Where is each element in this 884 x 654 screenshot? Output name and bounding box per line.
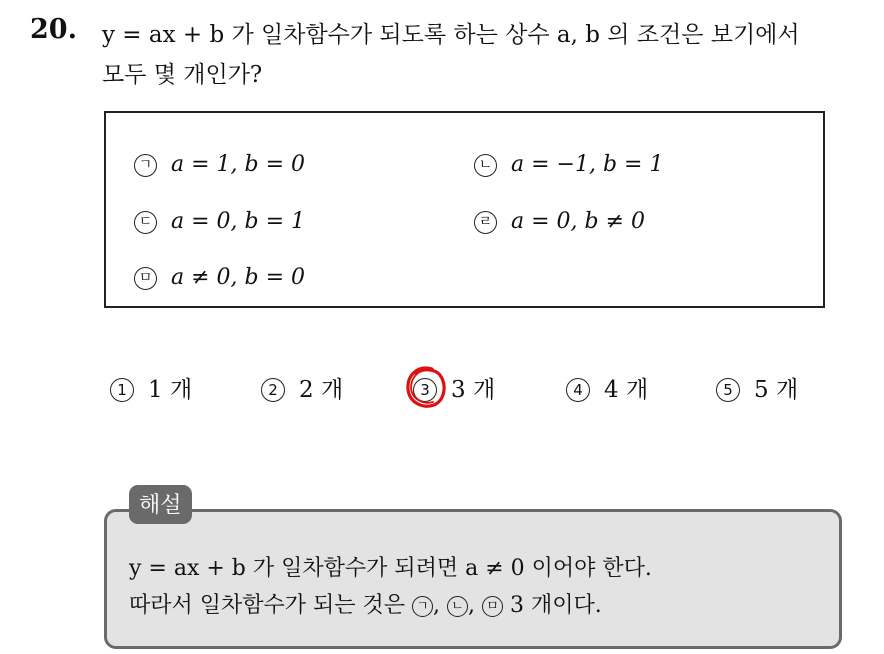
answer-choice-4[interactable] xyxy=(566,371,648,404)
choice-number: 1 xyxy=(110,378,134,402)
answer-choice-2[interactable] xyxy=(261,371,343,404)
choice-text: 1 개 xyxy=(148,377,193,403)
circled-marker: ㅁ xyxy=(482,596,503,617)
answer-circle-mark xyxy=(402,363,450,411)
conditions-box xyxy=(104,111,825,308)
circled-marker: ㄴ xyxy=(447,596,468,617)
solution-line1: y = ax + b 가 일차함수가 되려면 a ≠ 0 이어야 한다. xyxy=(129,556,652,581)
solution-box xyxy=(104,509,842,649)
circled-marker: ㄱ xyxy=(412,596,433,617)
condition-expression: a = 0, b ≠ 0 xyxy=(511,209,646,234)
circled-marker: ㄷ xyxy=(134,211,157,234)
solution-line2-suffix: 3 개이다. xyxy=(510,593,602,618)
question-text-line2: 모두 몇 개인가? xyxy=(102,62,263,88)
question-number: 20. xyxy=(30,14,77,45)
circled-marker: ㄱ xyxy=(134,154,157,177)
choice-text: 4 개 xyxy=(604,377,649,403)
choice-number: 2 xyxy=(261,378,285,402)
solution-line2: 따라서 일차함수가 되는 것은 ㄱ , ㄴ , ㅁ 3 개이다. xyxy=(129,593,602,618)
circled-marker: ㅁ xyxy=(134,267,157,290)
choice-number: 5 xyxy=(716,378,740,402)
solution-line2-prefix: 따라서 일차함수가 되는 것은 xyxy=(129,593,406,618)
condition-expression: a = −1, b = 1 xyxy=(511,152,664,177)
choice-text: 3 개 xyxy=(451,377,496,403)
circled-marker: ㄴ xyxy=(474,154,497,177)
condition-item xyxy=(474,209,645,234)
condition-item xyxy=(134,265,305,290)
condition-item xyxy=(134,209,305,234)
answer-choice-5[interactable] xyxy=(716,371,798,404)
choice-number: 3 xyxy=(413,378,437,402)
answer-choice-1[interactable] xyxy=(110,371,192,404)
choice-text: 2 개 xyxy=(299,377,344,403)
condition-expression: a = 1, b = 0 xyxy=(171,152,306,177)
choice-text: 5 개 xyxy=(754,377,799,403)
circled-marker: ㄹ xyxy=(474,211,497,234)
condition-expression: a ≠ 0, b = 0 xyxy=(171,265,306,290)
question-text-line1: y = ax + b 가 일차함수가 되도록 하는 상수 a, b 의 조건은 보기에서 xyxy=(102,22,800,48)
choice-number: 4 xyxy=(566,378,590,402)
condition-expression: a = 0, b = 1 xyxy=(171,209,306,234)
condition-item xyxy=(474,152,663,177)
condition-item xyxy=(134,152,305,177)
solution-tag: 해설 xyxy=(129,485,192,524)
